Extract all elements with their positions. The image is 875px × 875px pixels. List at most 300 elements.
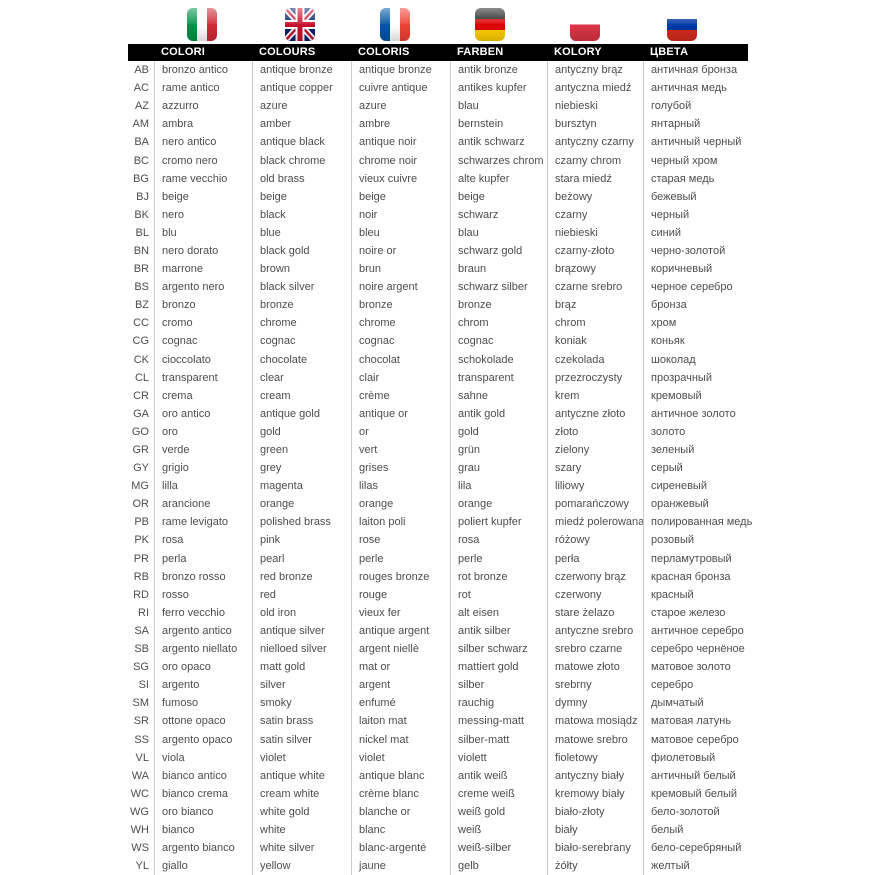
cell-fr: orange — [351, 495, 450, 513]
cell-it: nero antico — [154, 133, 252, 151]
cell-ru: коньяк — [643, 332, 748, 350]
table-row — [128, 188, 748, 206]
table-row — [128, 459, 748, 477]
cell-de: orange — [450, 495, 547, 513]
cell-ru: кремовый — [643, 387, 748, 405]
cell-it: cioccolato — [154, 351, 252, 369]
code-cell: BZ — [134, 299, 149, 312]
cell-pl: brąz — [547, 296, 643, 314]
poland-flag-icon — [570, 8, 600, 41]
cell-it: blu — [154, 224, 252, 242]
cell-en: black gold — [252, 242, 351, 260]
cell-en: white gold — [252, 803, 351, 821]
cell-it: argento bianco — [154, 839, 252, 857]
cell-en: polished brass — [252, 513, 351, 531]
cell-ru: матовая латунь — [643, 712, 748, 730]
code-cell: CG — [132, 335, 149, 348]
code-cell: MG — [131, 480, 149, 493]
cell-pl: matowe srebro — [547, 730, 643, 748]
cell-fr: brun — [351, 260, 450, 278]
cell-fr: noire or — [351, 242, 450, 260]
cell-de: silber-matt — [450, 730, 547, 748]
cell-pl: perła — [547, 550, 643, 568]
cell-it: cromo nero — [154, 151, 252, 169]
russia-flag-icon — [667, 8, 697, 41]
cell-ru: черное серебро — [643, 278, 748, 296]
cell-pl: biało-serebrany — [547, 839, 643, 857]
cell-fr: ambre — [351, 115, 450, 133]
cell-it: bianco crema — [154, 785, 252, 803]
cell-en: old brass — [252, 170, 351, 188]
table-row — [128, 242, 748, 260]
code-cell: BN — [133, 244, 149, 257]
cell-fr: vieux cuivre — [351, 170, 450, 188]
cell-pl: srebrny — [547, 676, 643, 694]
cell-en: red — [252, 586, 351, 604]
code-cell: YL — [135, 860, 149, 873]
table-row — [128, 586, 748, 604]
cell-de: antik schwarz — [450, 133, 547, 151]
table-row — [128, 604, 748, 622]
table-row — [128, 115, 748, 133]
code-cell: BR — [133, 263, 149, 276]
cell-pl: pomarańczowy — [547, 495, 643, 513]
cell-ru: серебро — [643, 676, 748, 694]
cell-it: crema — [154, 387, 252, 405]
cell-ru: розовый — [643, 531, 748, 549]
code-cell: BL — [135, 226, 149, 239]
cell-de: weiß-silber — [450, 839, 547, 857]
cell-fr: rouge — [351, 586, 450, 604]
cell-en: azure — [252, 97, 351, 115]
table-row — [128, 658, 748, 676]
table-row — [128, 369, 748, 387]
cell-ru: бежевый — [643, 188, 748, 206]
cell-ru: старое железо — [643, 604, 748, 622]
cell-it: rame vecchio — [154, 170, 252, 188]
cell-de: antik silber — [450, 622, 547, 640]
cell-en: brown — [252, 260, 351, 278]
header-cveta: ЦВЕТА — [650, 46, 689, 58]
code-cell: BA — [134, 136, 149, 149]
cell-fr: violet — [351, 749, 450, 767]
cell-fr: crème — [351, 387, 450, 405]
cell-fr: azure — [351, 97, 450, 115]
cell-it: azzurro — [154, 97, 252, 115]
cell-de: braun — [450, 260, 547, 278]
table-row — [128, 314, 748, 332]
cell-it: arancione — [154, 495, 252, 513]
code-cell: SB — [134, 643, 149, 656]
cell-en: beige — [252, 188, 351, 206]
table-row — [128, 767, 748, 785]
cell-pl: antyczna miedź — [547, 79, 643, 97]
cell-fr: beige — [351, 188, 450, 206]
table-row — [128, 694, 748, 712]
cell-it: nero — [154, 206, 252, 224]
code-cell: CL — [134, 371, 149, 384]
cell-ru: красный — [643, 586, 748, 604]
code-cell: GA — [133, 407, 149, 420]
cell-de: transparent — [450, 369, 547, 387]
cell-de: schwarz silber — [450, 278, 547, 296]
code-cell: CR — [133, 389, 149, 402]
cell-en: antique silver — [252, 622, 351, 640]
cell-pl: miedź polerowana — [547, 513, 643, 531]
cell-de: rot bronze — [450, 568, 547, 586]
cell-fr: grises — [351, 459, 450, 477]
code-cell: CC — [133, 317, 149, 330]
france-flag-icon — [380, 8, 410, 41]
cell-de: antik bronze — [450, 61, 547, 79]
cell-en: matt gold — [252, 658, 351, 676]
cell-fr: antique or — [351, 405, 450, 423]
table-row — [128, 839, 748, 857]
cell-fr: nickel mat — [351, 730, 450, 748]
color-table — [128, 0, 753, 875]
cell-ru: перламутровый — [643, 550, 748, 568]
code-cell: GR — [132, 444, 149, 457]
cell-it: argento nero — [154, 278, 252, 296]
cell-en: orange — [252, 495, 351, 513]
cell-fr: rouges bronze — [351, 568, 450, 586]
cell-fr: antique noir — [351, 133, 450, 151]
table-row — [128, 749, 748, 767]
header-kolory: KOLORY — [554, 46, 602, 58]
code-cell: BJ — [136, 190, 149, 203]
cell-pl: fioletowy — [547, 749, 643, 767]
cell-it: bianco antico — [154, 767, 252, 785]
table-row — [128, 387, 748, 405]
cell-it: fumoso — [154, 694, 252, 712]
cell-pl: szary — [547, 459, 643, 477]
cell-en: nielloed silver — [252, 640, 351, 658]
table-row — [128, 61, 748, 79]
cell-fr: mat or — [351, 658, 450, 676]
cell-it: argento — [154, 676, 252, 694]
cell-fr: lilas — [351, 477, 450, 495]
code-cell: BC — [133, 154, 149, 167]
cell-de: antik weiß — [450, 767, 547, 785]
code-cell: PK — [134, 534, 149, 547]
table-row — [128, 441, 748, 459]
cell-it: bronzo — [154, 296, 252, 314]
cell-it: ferro vecchio — [154, 604, 252, 622]
table-row — [128, 622, 748, 640]
cell-ru: янтарный — [643, 115, 748, 133]
cell-ru: матовое золото — [643, 658, 748, 676]
header-colori: COLORI — [161, 46, 205, 58]
header-code-spacer — [128, 44, 154, 61]
cell-en: silver — [252, 676, 351, 694]
cell-pl: antyczne srebro — [547, 622, 643, 640]
cell-de: schwarzes chrom — [450, 151, 547, 169]
code-cell: RB — [133, 570, 149, 583]
cell-it: oro antico — [154, 405, 252, 423]
cell-ru: белый — [643, 821, 748, 839]
cell-de: rot — [450, 586, 547, 604]
cell-en: antique black — [252, 133, 351, 151]
table-row — [128, 821, 748, 839]
cell-fr: chrome — [351, 314, 450, 332]
cell-pl: antyczny brąz — [547, 61, 643, 79]
cell-ru: желтый — [643, 857, 748, 875]
cell-de: beige — [450, 188, 547, 206]
table-row — [128, 206, 748, 224]
cell-en: magenta — [252, 477, 351, 495]
cell-pl: czekolada — [547, 351, 643, 369]
table-row — [128, 405, 748, 423]
cell-de: antikes kupfer — [450, 79, 547, 97]
cell-it: bronzo antico — [154, 61, 252, 79]
cell-en: green — [252, 441, 351, 459]
cell-ru: синий — [643, 224, 748, 242]
cell-ru: шоколад — [643, 351, 748, 369]
table-row — [128, 803, 748, 821]
cell-pl: koniak — [547, 332, 643, 350]
cell-de: blau — [450, 97, 547, 115]
cell-de: mattiert gold — [450, 658, 547, 676]
cell-pl: biało-złoty — [547, 803, 643, 821]
cell-it: oro bianco — [154, 803, 252, 821]
table-row — [128, 224, 748, 242]
cell-de: perle — [450, 550, 547, 568]
cell-pl: liliowy — [547, 477, 643, 495]
cell-de: creme weiß — [450, 785, 547, 803]
cell-ru: серый — [643, 459, 748, 477]
cell-ru: черно-золотой — [643, 242, 748, 260]
cell-it: argento antico — [154, 622, 252, 640]
cell-it: ottone opaco — [154, 712, 252, 730]
cell-en: violet — [252, 749, 351, 767]
cell-de: gold — [450, 423, 547, 441]
cell-fr: antique blanc — [351, 767, 450, 785]
cell-it: bianco — [154, 821, 252, 839]
cell-en: yellow — [252, 857, 351, 875]
cell-pl: złoto — [547, 423, 643, 441]
code-cell: BK — [134, 208, 149, 221]
cell-en: chrome — [252, 314, 351, 332]
cell-en: satin silver — [252, 730, 351, 748]
cell-it: cromo — [154, 314, 252, 332]
cell-de: blau — [450, 224, 547, 242]
cell-ru: дымчатый — [643, 694, 748, 712]
cell-fr: vieux fer — [351, 604, 450, 622]
table-row — [128, 79, 748, 97]
cell-en: black silver — [252, 278, 351, 296]
cell-it: rosa — [154, 531, 252, 549]
cell-ru: античное серебро — [643, 622, 748, 640]
cell-pl: niebieski — [547, 97, 643, 115]
cell-en: blue — [252, 224, 351, 242]
table-row — [128, 133, 748, 151]
cell-fr: blanc — [351, 821, 450, 839]
cell-pl: matowa mosiądz — [547, 712, 643, 730]
cell-ru: античный черный — [643, 133, 748, 151]
code-cell: BS — [134, 281, 149, 294]
table-row — [128, 568, 748, 586]
cell-it: rame levigato — [154, 513, 252, 531]
uk-flag-icon — [285, 8, 315, 41]
code-cell: SS — [134, 733, 149, 746]
code-cell: RI — [138, 606, 149, 619]
table-body — [128, 61, 753, 875]
cell-de: rosa — [450, 531, 547, 549]
code-cell: RD — [133, 588, 149, 601]
code-cell: VL — [135, 751, 149, 764]
cell-de: bernstein — [450, 115, 547, 133]
header-colours: COLOURS — [259, 46, 316, 58]
cell-pl: żółty — [547, 857, 643, 875]
cell-fr: bleu — [351, 224, 450, 242]
cell-fr: enfumé — [351, 694, 450, 712]
table-row — [128, 676, 748, 694]
cell-it: ambra — [154, 115, 252, 133]
cell-pl: różowy — [547, 531, 643, 549]
cell-it: lilla — [154, 477, 252, 495]
cell-fr: vert — [351, 441, 450, 459]
cell-pl: przezroczysty — [547, 369, 643, 387]
cell-fr: laiton poli — [351, 513, 450, 531]
cell-de: weiß gold — [450, 803, 547, 821]
cell-fr: argent — [351, 676, 450, 694]
cell-it: argento opaco — [154, 730, 252, 748]
cell-fr: antique bronze — [351, 61, 450, 79]
table-row — [128, 550, 748, 568]
cell-en: black — [252, 206, 351, 224]
table-row — [128, 351, 748, 369]
cell-de: silber schwarz — [450, 640, 547, 658]
cell-fr: blanc-argenté — [351, 839, 450, 857]
table-row — [128, 640, 748, 658]
table-row — [128, 531, 748, 549]
flags-row — [128, 0, 748, 44]
cell-it: verde — [154, 441, 252, 459]
cell-it: beige — [154, 188, 252, 206]
cell-fr: laiton mat — [351, 712, 450, 730]
cell-ru: голубой — [643, 97, 748, 115]
table-row — [128, 423, 748, 441]
cell-ru: бронза — [643, 296, 748, 314]
cell-ru: зеленый — [643, 441, 748, 459]
cell-pl: antyczny czarny — [547, 133, 643, 151]
cell-it: transparent — [154, 369, 252, 387]
cell-de: grau — [450, 459, 547, 477]
cell-en: white — [252, 821, 351, 839]
code-cell: WA — [131, 769, 149, 782]
table-row — [128, 170, 748, 188]
cell-de: alt eisen — [450, 604, 547, 622]
table-row — [128, 97, 748, 115]
code-cell: OR — [132, 498, 149, 511]
cell-ru: черный — [643, 206, 748, 224]
code-cell: AZ — [134, 100, 149, 113]
table-header — [128, 44, 748, 61]
cell-en: satin brass — [252, 712, 351, 730]
cell-de: gelb — [450, 857, 547, 875]
header-farben: FARBEN — [457, 46, 504, 58]
cell-en: bronze — [252, 296, 351, 314]
italy-flag-icon — [187, 8, 217, 41]
cell-pl: beżowy — [547, 188, 643, 206]
cell-pl: kremowy biały — [547, 785, 643, 803]
cell-pl: antyczne złoto — [547, 405, 643, 423]
cell-pl: chrom — [547, 314, 643, 332]
cell-en: antique copper — [252, 79, 351, 97]
cell-ru: античное золото — [643, 405, 748, 423]
cell-ru: черный хром — [643, 151, 748, 169]
code-cell: PR — [133, 552, 149, 565]
cell-en: pearl — [252, 550, 351, 568]
cell-fr: crème blanc — [351, 785, 450, 803]
cell-en: cognac — [252, 332, 351, 350]
code-cell: SA — [134, 624, 149, 637]
cell-de: alte kupfer — [450, 170, 547, 188]
cell-it: cognac — [154, 332, 252, 350]
cell-ru: античная бронза — [643, 61, 748, 79]
cell-fr: blanche or — [351, 803, 450, 821]
cell-it: oro opaco — [154, 658, 252, 676]
cell-en: pink — [252, 531, 351, 549]
cell-it: marrone — [154, 260, 252, 278]
table-row — [128, 278, 748, 296]
cell-en: chocolate — [252, 351, 351, 369]
code-cell: BG — [133, 172, 149, 185]
cell-it: grigio — [154, 459, 252, 477]
cell-ru: античный белый — [643, 767, 748, 785]
cell-de: antik gold — [450, 405, 547, 423]
cell-ru: сиреневый — [643, 477, 748, 495]
cell-ru: фиолетовый — [643, 749, 748, 767]
cell-ru: бело-золотой — [643, 803, 748, 821]
cell-pl: stara miedź — [547, 170, 643, 188]
cell-it: argento niellato — [154, 640, 252, 658]
cell-fr: noire argent — [351, 278, 450, 296]
cell-de: schwarz gold — [450, 242, 547, 260]
cell-fr: argent niellè — [351, 640, 450, 658]
cell-fr: chocolat — [351, 351, 450, 369]
table-row — [128, 332, 748, 350]
cell-en: gold — [252, 423, 351, 441]
code-cell: SM — [132, 697, 149, 710]
cell-de: bronze — [450, 296, 547, 314]
cell-fr: cognac — [351, 332, 450, 350]
cell-pl: biały — [547, 821, 643, 839]
cell-ru: кремовый белый — [643, 785, 748, 803]
cell-fr: chrome noir — [351, 151, 450, 169]
cell-fr: perle — [351, 550, 450, 568]
cell-fr: clair — [351, 369, 450, 387]
code-cell: WC — [130, 787, 149, 800]
cell-fr: rose — [351, 531, 450, 549]
cell-ru: коричневый — [643, 260, 748, 278]
cell-en: smoky — [252, 694, 351, 712]
cell-ru: бело-серебряный — [643, 839, 748, 857]
code-cell: AM — [132, 118, 149, 131]
cell-en: amber — [252, 115, 351, 133]
cell-en: antique gold — [252, 405, 351, 423]
cell-ru: полированная медь — [643, 513, 748, 531]
table-row — [128, 785, 748, 803]
cell-pl: zielony — [547, 441, 643, 459]
cell-fr: or — [351, 423, 450, 441]
cell-en: clear — [252, 369, 351, 387]
cell-pl: stare żelazo — [547, 604, 643, 622]
cell-de: messing-matt — [450, 712, 547, 730]
code-cell: WH — [130, 823, 149, 836]
table-row — [128, 513, 753, 531]
header-coloris: COLORIS — [358, 46, 410, 58]
